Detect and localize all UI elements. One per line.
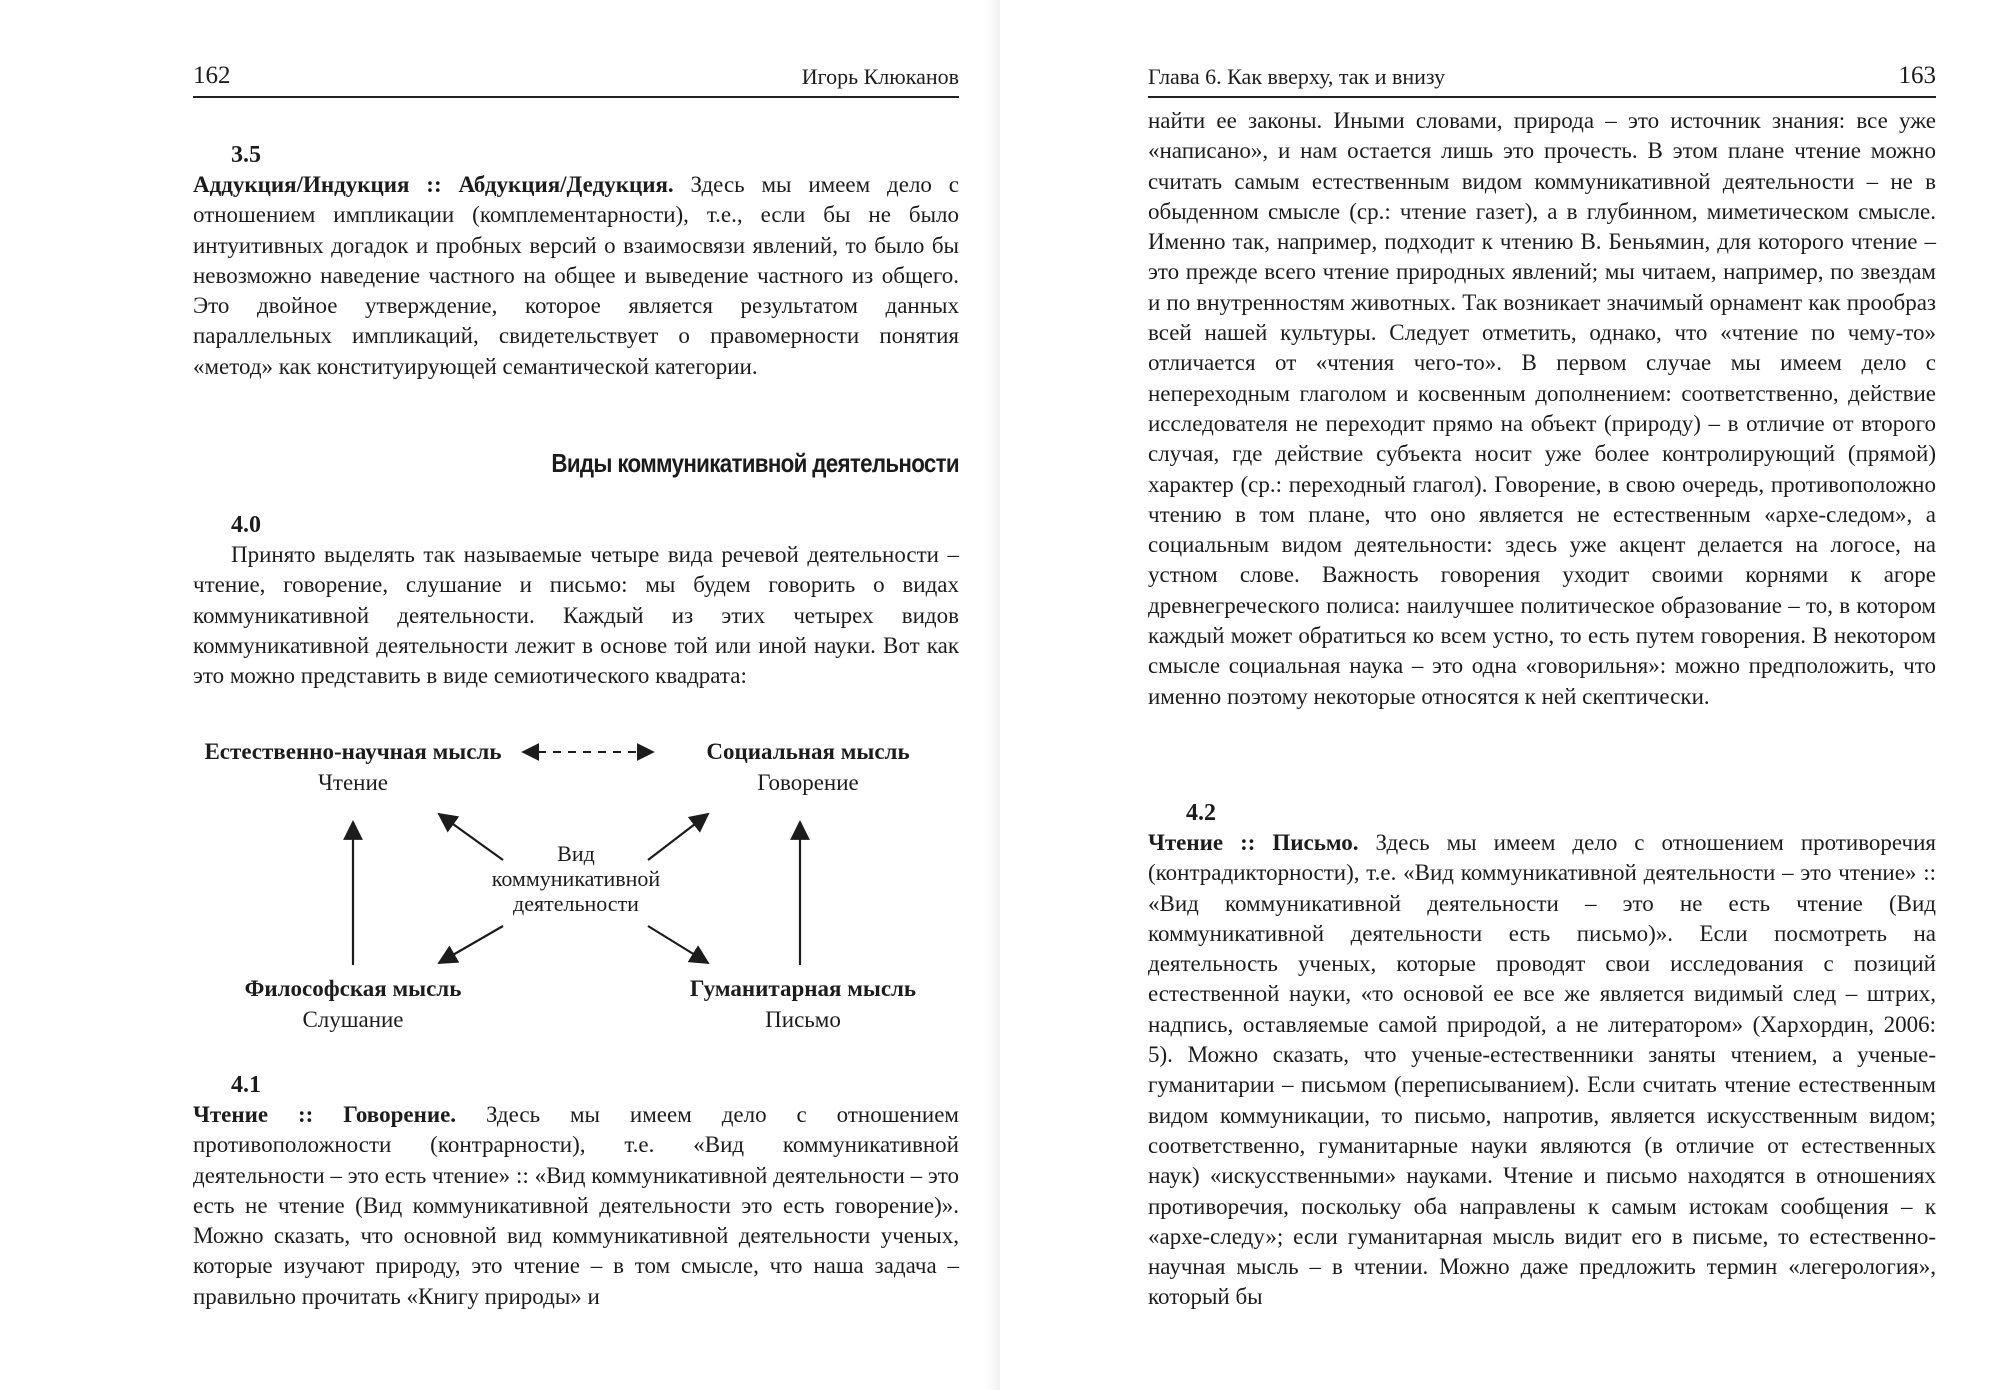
- node-humanitarian-title: Гуманитарная мысль: [689, 976, 917, 1001]
- section-4-1-paragraph: [193, 1100, 959, 1312]
- right-page: [1000, 0, 2000, 1390]
- center-label: [476, 841, 676, 916]
- node-humanitarian-activity: Письмо: [765, 1007, 841, 1032]
- arrow-center-to-bottom-left: [439, 926, 503, 963]
- section-4-1-text: Здесь мы имеем дело с отношением противоположности (контрарности), т.е. «Вид коммуникативной деятельности – это есть чтение» :: «Вид коммуникативной деятельности – это есть не чтение (Вид коммуникативной деятельности это есть говорение)». Можно сказать, что основной вид коммуникативной деятельности ученых, которые изучают природу, это чтение – в том смысле, что наша задача – правильно прочитать «Книгу природы» и: [193, 1102, 959, 1309]
- section-4-2-lead: Чтение :: Письмо.: [1148, 830, 1359, 855]
- center-label-line-3: деятельности: [513, 891, 639, 916]
- section-number-4-2: 4.2: [1186, 800, 1216, 826]
- section-4-2-paragraph: [1148, 828, 1936, 1313]
- node-natural-science-activity: Чтение: [317, 770, 389, 795]
- section-4-1-lead: Чтение :: Говорение.: [193, 1102, 457, 1127]
- page-number: 163: [1898, 62, 1936, 89]
- node-philosophical-title: Философская мысль: [244, 976, 462, 1001]
- node-social-title: Социальная мысль: [706, 739, 910, 764]
- node-social: [668, 736, 948, 798]
- center-label-line-1: Вид: [557, 841, 595, 866]
- section-number-3-5: 3.5: [231, 142, 261, 168]
- running-head-author: Игорь Клюканов: [801, 64, 959, 89]
- subheading: Виды коммуникативной деятельности: [551, 448, 959, 478]
- right-page-header: [1148, 60, 1936, 98]
- section-3-5-text: Здесь мы имеем дело с отношением импликации (комплементарности), т.е., если бы не было интуитивных догадок и пробных версий о взаимосвязи явлений, то было бы невозможно наведение частного на общее и выведение частного из общего. Это двойное утверждение, которое является результатом данных параллельных импликаций, свидетельствует о правомерности понятия «метод» как конституирующей семантической категории.: [193, 172, 959, 379]
- section-3-5-paragraph: [193, 170, 959, 382]
- node-philosophical: [198, 973, 508, 1035]
- section-4-2-text: Здесь мы имеем дело с отношением противоречия (контрадикторности), т.е. «Вид коммуникативной деятельности – это чтение» :: «Вид коммуникативной деятельности – это не есть чтение (Вид коммуникативной деятельности есть письмо)». Если посмотреть на деятельность ученых, которые проводят свои исследования с позиций естественной науки, «то основой ее все же является видимый след – штрих, надпись, оставляемые самой природой, а не литератором» (Хархордин, 2006: 5). Можно сказать, что ученые-естественники заняты чтением, а ученые-гуманитарии – письмом (переписыванием). Если считать чтение естественным видом коммуникации, то письмо, напротив, является искусственным видом; соответственно, гуманитарные науки являются (в отличие от естественных наук) «искусственными» науками. Чтение и письмо находятся в отношениях противоречия, поскольку оба направлены к самым истокам сообщения – к «архе-следу»; если гуманитарная мысль видит его в письме, то естественно-научная мысль – в чтении. Можно даже предложить термин «легерология», который бы: [1148, 830, 1936, 1310]
- node-humanitarian: [653, 973, 953, 1035]
- arrow-center-to-bottom-right: [648, 926, 708, 963]
- page-number: 162: [193, 62, 231, 89]
- left-page-header: [193, 60, 959, 98]
- running-head-chapter: Глава 6. Как вверху, так и внизу: [1148, 64, 1446, 89]
- node-philosophical-activity: Слушание: [302, 1007, 404, 1032]
- continuation-paragraph: найти ее законы. Иными словами, природа – это источник знания: все уже «написано», и нам остается лишь это прочесть. В этом плане чтение можно считать самым естественным видом коммуникативной деятельности – не в обыденном смысле (ср.: чтение газет), а в глубинном, миметическом смысле. Именно так, например, подходит к чтению В. Беньямин, для которого чтение – это прежде всего чтение природных явлений; мы читаем, например, по звездам и по внутренностям животных. Так возникает значимый орнамент как прообраз всей нашей культуры. Следует отметить, однако, что «чтение по чему-то» отличается от «чтения чего-то». В первом случае мы имеем дело с непереходным глаголом и косвенным дополнением: соответственно, действие исследователя не переходит прямо на объект (природу) – в отличие от второго случая, где действие субъекта носит уже более контролирующий (прямой) характер (ср.: переходный глагол). Говорение, в свою очередь, противоположно чтению в том плане, что оно является не естественным «архе-следом», а социальным видом деятельности: здесь уже акцент делается на логосе, на устном слове. Важность говорения уходит своими корнями к агоре древнегреческого полиса: наилучшее политическое образование – то, в котором каждый может обратиться ко всем устно, то есть путем говорения. В некотором смысле социальная наука – это одна «говорильня»: можно предположить, что именно поэтому некоторые относятся к ней скептически.: [1148, 108, 1936, 709]
- node-natural-science-title: Естественно-научная мысль: [204, 739, 502, 764]
- section-3-5-lead: Аддукция/Индукция :: Абдукция/Дедукция.: [193, 172, 674, 197]
- section-number-4-0: 4.0: [231, 512, 261, 538]
- node-natural-science: [193, 736, 513, 798]
- section-number-4-1: 4.1: [231, 1072, 261, 1098]
- node-social-activity: Говорение: [757, 770, 859, 795]
- section-4-0-paragraph: Принято выделять так называемые четыре вида речевой деятельности – чтение, говорение, слушание и письмо: мы будем говорить о видах коммуникативной деятельности. Каждый из этих четырех видов коммуникативной деятельности лежит в основе той или иной науки. Вот как это можно представить в виде семиотического квадрата:: [193, 542, 959, 689]
- center-label-line-2: коммуникативной: [491, 866, 661, 891]
- semiotic-square-diagram: [193, 730, 959, 1050]
